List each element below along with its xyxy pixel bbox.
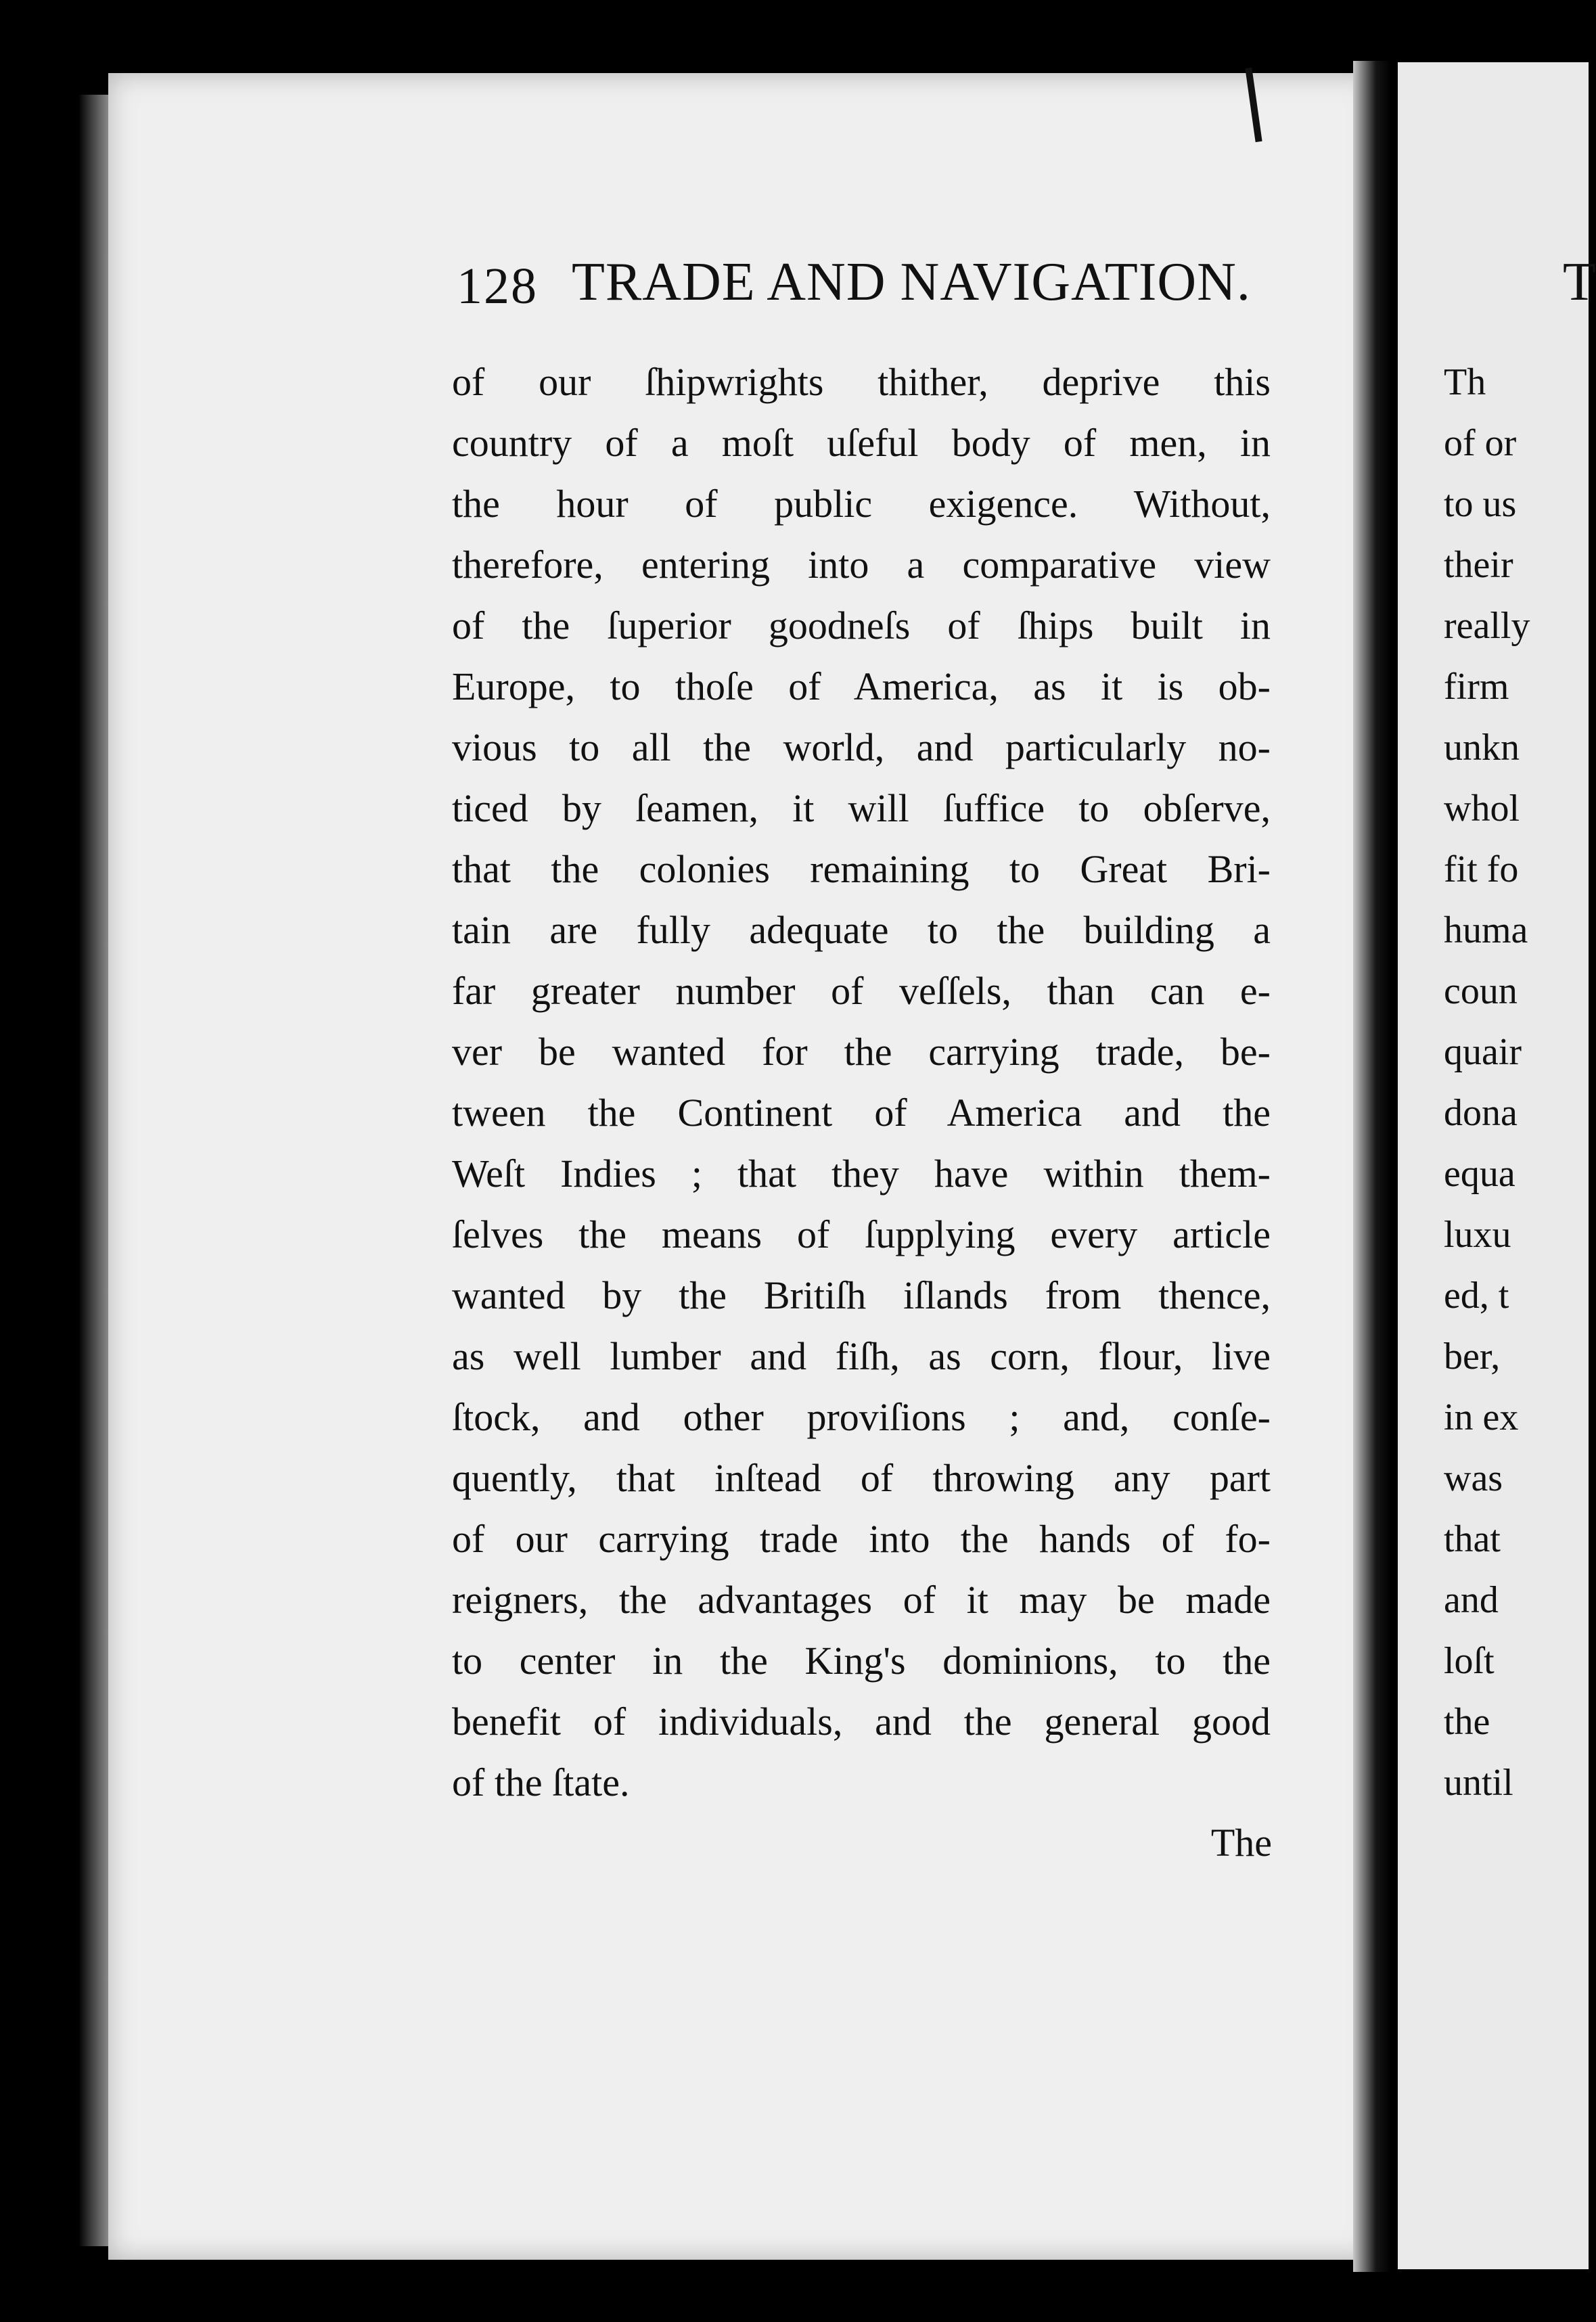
text-line: firm: [1444, 666, 1509, 708]
text-line: the hour of public exigence. Without,: [452, 482, 1271, 526]
right-running-head: T: [1563, 252, 1596, 312]
text-line: Weſt Indies ; that they have within them-: [452, 1152, 1271, 1196]
text-line: of the ſuperior goodneſs of ſhips built in: [452, 604, 1271, 647]
text-line: dona: [1444, 1092, 1518, 1134]
text-line: of the ſtate.: [452, 1760, 630, 1804]
text-line: of or: [1444, 422, 1517, 464]
text-line: benefit of individuals, and the general good: [452, 1700, 1271, 1744]
text-line: tain are fully adequate to the building a: [452, 908, 1271, 952]
text-line: Th: [1444, 361, 1486, 403]
text-line: ver be wanted for the carrying trade, be-: [452, 1030, 1271, 1074]
text-line: that: [1444, 1518, 1501, 1560]
text-line: huma: [1444, 909, 1528, 951]
text-line: of our ſhipwrights thither, deprive this: [452, 360, 1271, 404]
text-line: until: [1444, 1762, 1513, 1804]
text-line: to center in the King's dominions, to the: [452, 1639, 1271, 1683]
text-line: loſt: [1444, 1640, 1495, 1682]
text-line: country of a moſt uſeful body of men, in: [452, 421, 1271, 465]
text-line: of our carrying trade into the hands of fo-: [452, 1517, 1271, 1561]
text-line: to us: [1444, 483, 1517, 525]
book-left-edge: [78, 95, 108, 2246]
text-line: far greater number of veſſels, than can e-: [452, 969, 1271, 1013]
text-line: Europe, to thoſe of America, as it is ob-: [452, 664, 1271, 708]
text-line: tween the Continent of America and the: [452, 1091, 1271, 1135]
gutter: [1353, 61, 1391, 2272]
right-page-text: [1444, 352, 1589, 1813]
text-line: luxu: [1444, 1214, 1511, 1256]
text-line: coun: [1444, 970, 1518, 1012]
text-line: as well lumber and fiſh, as corn, flour, live: [452, 1334, 1271, 1378]
text-line: in ex: [1444, 1396, 1519, 1438]
text-line: ſelves the means of ſupplying every article: [452, 1212, 1271, 1256]
running-head: TRADE AND NAVIGATION.: [572, 252, 1251, 312]
text-line: ber,: [1444, 1336, 1501, 1378]
page-number: 128: [457, 258, 538, 315]
text-line: vious to all the world, and particularly no-: [452, 725, 1271, 769]
text-line: that the colonies remaining to Great Bri-: [452, 847, 1271, 891]
text-line: therefore, entering into a comparative view: [452, 543, 1271, 587]
text-line: quair: [1444, 1031, 1522, 1073]
text-line: ſtock, and other proviſions ; and, conſe-: [452, 1395, 1271, 1439]
text-line: was: [1444, 1457, 1503, 1499]
text-line: ticed by ſeamen, it will ſuffice to obſerve,: [452, 786, 1271, 830]
text-line: equa: [1444, 1153, 1515, 1195]
page-header: [457, 252, 1279, 326]
text-line: really: [1444, 605, 1530, 647]
text-line: the: [1444, 1701, 1490, 1743]
text-line: fit fo: [1444, 848, 1519, 890]
body-text: [452, 352, 1271, 1813]
text-line: their: [1444, 544, 1513, 586]
text-line: unkn: [1444, 727, 1520, 769]
text-line: reigners, the advantages of it may be made: [452, 1578, 1271, 1622]
text-line: wanted by the Britiſh iſlands from thence,: [452, 1273, 1271, 1317]
text-line: quently, that inſtead of throwing any part: [452, 1456, 1271, 1500]
text-line: whol: [1444, 788, 1520, 829]
catchword: The: [1210, 1821, 1272, 1865]
text-line: and: [1444, 1579, 1499, 1621]
text-line: ed, t: [1444, 1275, 1509, 1317]
